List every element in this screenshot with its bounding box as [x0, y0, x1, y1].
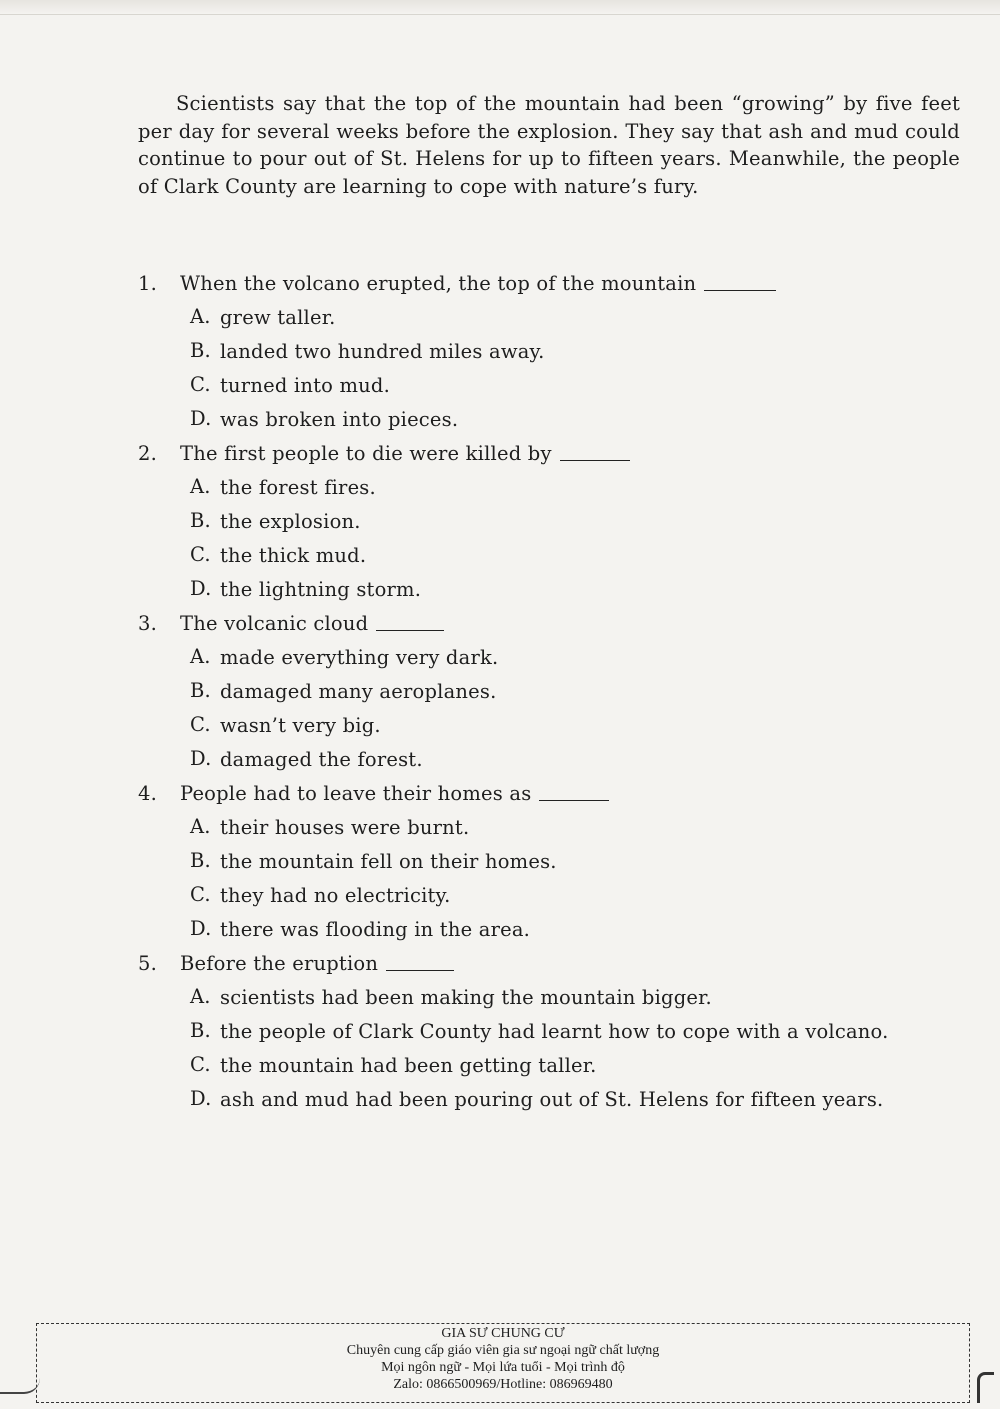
question-2: [138, 436, 960, 606]
question-text: When the volcano erupted, the top of the mountain: [180, 271, 697, 295]
question-list: [138, 266, 960, 1116]
option-letter: C.: [190, 883, 211, 906]
option-letter: A.: [190, 815, 211, 838]
option-letter: D.: [190, 407, 212, 430]
reading-passage: [138, 90, 960, 200]
option-d[interactable]: [138, 1082, 960, 1116]
option-text: wasn’t very big.: [220, 713, 381, 737]
answer-blank[interactable]: [376, 615, 444, 631]
option-text: scientists had been making the mountain bigger.: [220, 985, 712, 1009]
option-b[interactable]: [138, 504, 960, 538]
option-letter: B.: [190, 509, 211, 532]
option-c[interactable]: [138, 708, 960, 742]
question-stem: [138, 606, 960, 640]
question-stem: [138, 776, 960, 810]
option-text: their houses were burnt.: [220, 815, 470, 839]
option-list: [138, 810, 960, 946]
question-1: [138, 266, 960, 436]
option-letter: D.: [190, 577, 212, 600]
option-c[interactable]: [138, 878, 960, 912]
option-letter: C.: [190, 373, 211, 396]
option-text: the thick mud.: [220, 543, 367, 567]
option-text: the explosion.: [220, 509, 361, 533]
option-letter: A.: [190, 305, 211, 328]
option-text: damaged the forest.: [220, 747, 423, 771]
option-c[interactable]: [138, 538, 960, 572]
option-list: [138, 640, 960, 776]
question-number: 4.: [138, 781, 158, 805]
option-letter: C.: [190, 713, 211, 736]
question-3: [138, 606, 960, 776]
option-a[interactable]: [138, 470, 960, 504]
option-d[interactable]: [138, 402, 960, 436]
question-text: The first people to die were killed by: [180, 441, 552, 465]
option-text: made everything very dark.: [220, 645, 499, 669]
option-text: there was flooding in the area.: [220, 917, 531, 941]
option-letter: B.: [190, 679, 211, 702]
question-text: Before the eruption: [180, 951, 379, 975]
option-list: [138, 980, 960, 1116]
option-letter: B.: [190, 849, 211, 872]
option-text: the mountain fell on their homes.: [220, 849, 557, 873]
question-5: [138, 946, 960, 1116]
option-letter: A.: [190, 645, 211, 668]
footer-brand: GIA SƯ CHUNG CƯ: [441, 1326, 565, 1341]
option-letter: D.: [190, 747, 212, 770]
option-b[interactable]: [138, 1014, 960, 1048]
option-list: [138, 470, 960, 606]
option-text: damaged many aeroplanes.: [220, 679, 497, 703]
question-stem: [138, 266, 960, 300]
question-number: 5.: [138, 951, 158, 975]
option-text: landed two hundred miles away.: [220, 339, 545, 363]
footer-contact: Zalo: 0866500969/Hotline: 086969480: [393, 1377, 613, 1392]
option-b[interactable]: [138, 844, 960, 878]
question-4: [138, 776, 960, 946]
question-stem: [138, 436, 960, 470]
option-a[interactable]: [138, 300, 960, 334]
option-a[interactable]: [138, 810, 960, 844]
answer-blank[interactable]: [386, 955, 454, 971]
option-a[interactable]: [138, 640, 960, 674]
answer-blank[interactable]: [704, 275, 776, 291]
option-letter: C.: [190, 543, 211, 566]
option-text: the lightning storm.: [220, 577, 422, 601]
tutor-ad-footer: [36, 1323, 970, 1403]
scan-corner-mark: [977, 1372, 994, 1403]
option-b[interactable]: [138, 674, 960, 708]
option-text: turned into mud.: [220, 373, 390, 397]
option-c[interactable]: [138, 1048, 960, 1082]
option-text: the mountain had been getting taller.: [220, 1053, 597, 1077]
answer-blank[interactable]: [539, 785, 609, 801]
answer-blank[interactable]: [560, 445, 630, 461]
option-a[interactable]: [138, 980, 960, 1014]
option-text: the forest fires.: [220, 475, 376, 499]
footer-scope: Mọi ngôn ngữ - Mọi lứa tuổi - Mọi trình độ: [381, 1360, 625, 1375]
option-d[interactable]: [138, 742, 960, 776]
question-text: People had to leave their homes as: [180, 781, 532, 805]
passage-paragraph: Scientists say that the top of the mountain had been “growing” by five feet per day for several weeks before the explosion. They say that ash and mud could continue to pour out of St. Helens for up to fifteen years. Meanwhile, the people of Clark County are learning to cope with nature’s fury.: [138, 92, 960, 198]
option-letter: A.: [190, 475, 211, 498]
option-b[interactable]: [138, 334, 960, 368]
option-letter: B.: [190, 339, 211, 362]
question-stem: [138, 946, 960, 980]
option-d[interactable]: [138, 912, 960, 946]
option-d[interactable]: [138, 572, 960, 606]
option-text: ash and mud had been pouring out of St. Helens for fifteen years.: [220, 1087, 884, 1111]
option-letter: C.: [190, 1053, 211, 1076]
option-letter: D.: [190, 1087, 212, 1110]
question-text: The volcanic cloud: [180, 611, 369, 635]
option-text: grew taller.: [220, 305, 336, 329]
option-text: they had no electricity.: [220, 883, 451, 907]
question-number: 1.: [138, 271, 158, 295]
footer-tagline: Chuyên cung cấp giáo viên gia sư ngoại ngữ chất lượng: [346, 1343, 660, 1358]
option-letter: B.: [190, 1019, 211, 1042]
question-number: 3.: [138, 611, 158, 635]
question-number: 2.: [138, 441, 158, 465]
option-letter: A.: [190, 985, 211, 1008]
option-text: the people of Clark County had learnt how to cope with a volcano.: [220, 1019, 889, 1043]
option-c[interactable]: [138, 368, 960, 402]
scan-edge-mark: [0, 1378, 40, 1394]
option-letter: D.: [190, 917, 212, 940]
page-top-edge: [0, 0, 1000, 15]
option-text: was broken into pieces.: [220, 407, 459, 431]
option-list: [138, 300, 960, 436]
